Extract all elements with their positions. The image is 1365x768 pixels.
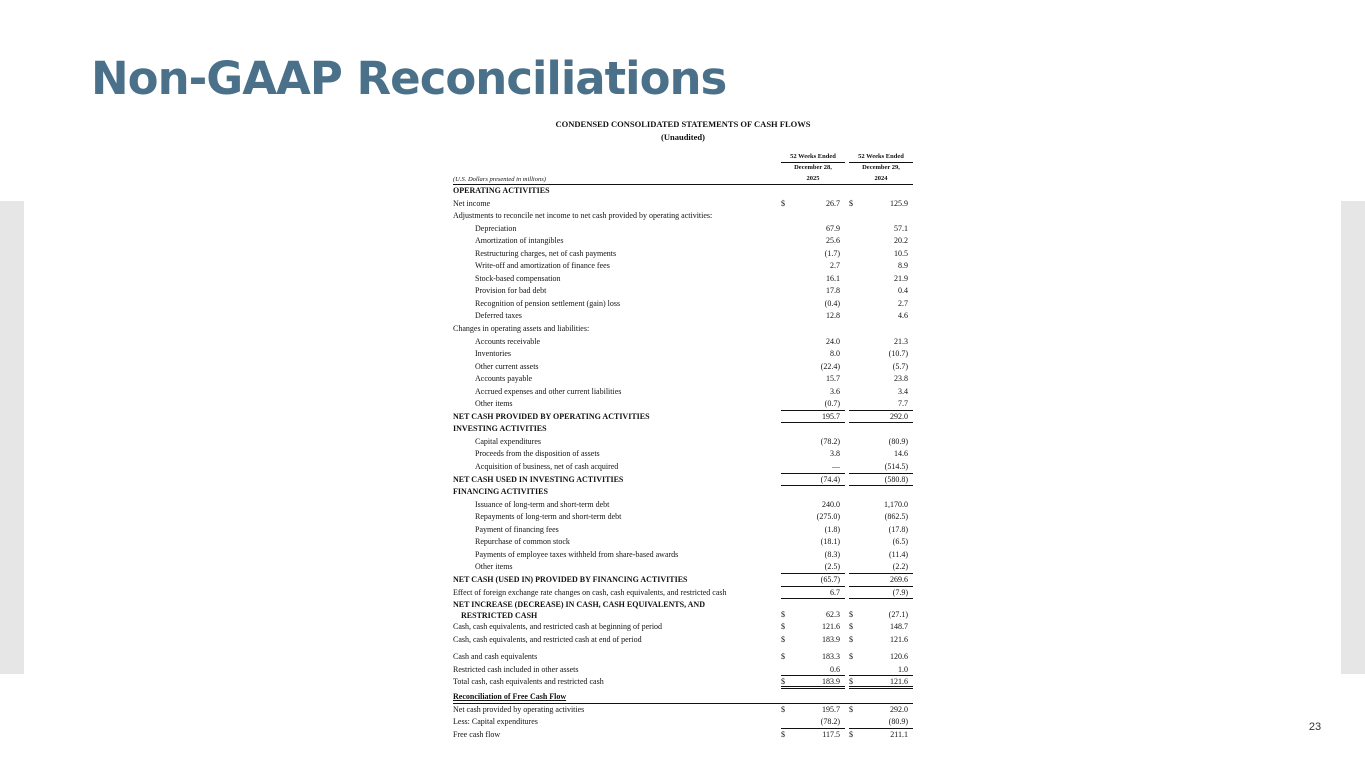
table-row-net-income: Net income $ 26.7 $ 125.9 <box>453 198 908 208</box>
table-row: Recognition of pension settlement (gain) loss (0.4) 2.7 <box>475 298 908 308</box>
page-number: 23 <box>1308 721 1322 733</box>
statement-subtitle: (Unaudited) <box>661 132 705 142</box>
table-row: Issuance of long-term and short-term debt 240.0 1,170.0 <box>475 499 908 509</box>
table-row: Deferred taxes 12.8 4.6 <box>475 311 908 321</box>
table-row: Repayments of long-term and short-term debt (275.0) (862.5) <box>475 512 908 522</box>
table-row: Other items (0.7) 7.7 <box>453 398 913 411</box>
table-row: Capital expenditures (78.2) (80.9) <box>475 436 908 446</box>
units-note: (U.S. Dollars presented in millions) <box>453 176 546 183</box>
table-row: Payments of employee taxes withheld from share-based awards (8.3) (11.4) <box>475 549 908 559</box>
table-row-restricted-cash: Restricted cash included in other assets 0.6 1.0 <box>453 664 913 677</box>
right-gray-bar <box>1341 201 1365 674</box>
table-row: Write-off and amortization of finance fees 2.7 8.9 <box>475 261 908 271</box>
table-row: Proceeds from the disposition of assets 3.8 14.6 <box>475 449 908 459</box>
column-header-row <box>453 148 913 185</box>
table-row: Acquisition of business, net of cash acquired — (514.5) <box>453 461 913 474</box>
table-row-fx-effect: Effect of foreign exchange rate changes on cash, cash equivalents, and restricted cash 6.7 (7.9) <box>453 587 913 600</box>
section-header-financing: FINANCING ACTIVITIES <box>453 487 548 497</box>
total-row-financing: NET CASH (USED IN) PROVIDED BY FINANCING ACTIVITIES (65.7) 269.6 <box>453 574 913 587</box>
table-row: Inventories 8.0 (10.7) <box>475 349 908 359</box>
table-row-cash-end: Cash, cash equivalents, and restricted cash at end of period $ 183.9 $ 121.6 <box>453 634 908 644</box>
table-row-changes-label: Changes in operating assets and liabilities: <box>453 324 590 334</box>
total-row-cash: Total cash, cash equivalents and restricted cash $ 183.9 $ 121.6 <box>453 676 913 689</box>
total-row-net-increase: NET INCREASE (DECREASE) IN CASH, CASH EQUIVALENTS, AND RESTRICTED CASH $ 62.3 $ (27.1) <box>453 600 908 621</box>
table-row: Payment of financing fees (1.8) (17.8) <box>475 524 908 534</box>
table-row-cash-equivalents: Cash and cash equivalents $ 183.3 $ 120.6 <box>453 652 908 662</box>
table-row: Depreciation 67.9 57.1 <box>475 223 908 233</box>
total-row-free-cash-flow: Free cash flow $ 117.5 $ 211.1 <box>453 729 908 739</box>
statement-title: CONDENSED CONSOLIDATED STATEMENTS OF CASH FLOWS <box>555 119 811 129</box>
page-title: Non-GAAP Reconciliations <box>91 52 727 105</box>
table-row-fcf-operating: Net cash provided by operating activities $ 195.7 $ 292.0 <box>453 704 908 714</box>
table-row: Accounts payable 15.7 23.8 <box>475 374 908 384</box>
table-row: Accrued expenses and other current liabilities 3.6 3.4 <box>475 386 908 396</box>
table-row-fcf-capex: Less: Capital expenditures (78.2) (80.9) <box>453 716 913 729</box>
fcf-section-title: Reconciliation of Free Cash Flow <box>453 691 913 704</box>
table-row: Repurchase of common stock (18.1) (6.5) <box>475 537 908 547</box>
table-row-cash-beginning: Cash, cash equivalents, and restricted cash at beginning of period $ 121.6 $ 148.7 <box>453 622 908 632</box>
table-row: Restructuring charges, net of cash payments (1.7) 10.5 <box>475 248 908 258</box>
section-header-operating: OPERATING ACTIVITIES <box>453 186 550 195</box>
table-row: Other current assets (22.4) (5.7) <box>475 361 908 371</box>
table-row: Amortization of intangibles 25.6 20.2 <box>475 236 908 246</box>
left-gray-bar <box>0 201 24 674</box>
table-row-adjustments-label: Adjustments to reconcile net income to net cash provided by operating activities: <box>453 211 713 221</box>
cash-flow-statement <box>453 118 913 741</box>
section-header-investing: INVESTING ACTIVITIES <box>453 424 547 434</box>
column-header-2024: 52 Weeks Ended December 29, 2024 <box>849 152 913 185</box>
table-row: Accounts receivable 24.0 21.3 <box>475 336 908 346</box>
table-row: Other items (2.5) (2.2) <box>453 561 913 574</box>
table-row: Provision for bad debt 17.8 0.4 <box>475 286 908 296</box>
table-row: Stock-based compensation 16.1 21.9 <box>475 273 908 283</box>
total-row-investing: NET CASH USED IN INVESTING ACTIVITIES (74.4) (580.8) <box>453 474 913 487</box>
total-row-operating: NET CASH PROVIDED BY OPERATING ACTIVITIES 195.7 292.0 <box>453 411 913 424</box>
column-header-2025: 52 Weeks Ended December 28, 2025 <box>781 152 845 185</box>
